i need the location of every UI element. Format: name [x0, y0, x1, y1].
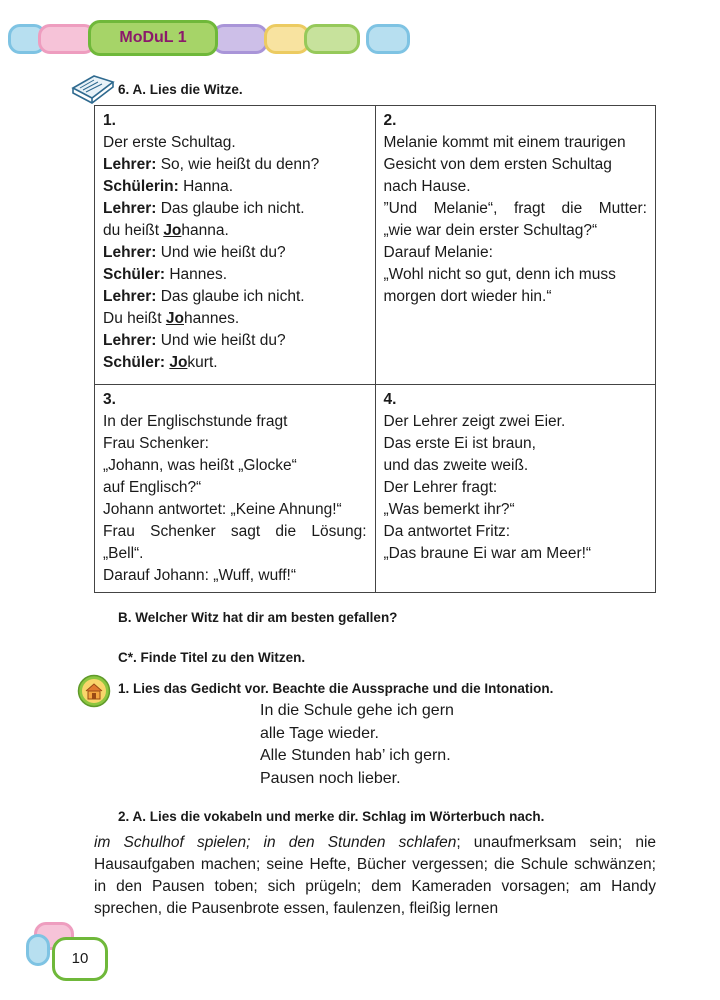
joke-3	[95, 385, 376, 593]
speaker-label: Schüler:	[103, 354, 166, 371]
joke-text: „Wohl nicht so gut, denn ich muss	[383, 266, 616, 283]
joke-text: Darauf Melanie:	[383, 244, 493, 261]
poem-line: alle Tage wieder.	[260, 724, 379, 742]
joke-line	[103, 521, 367, 543]
joke-line	[384, 154, 648, 176]
joke-number: 2.	[383, 112, 397, 129]
footer-blue-pill	[26, 934, 50, 966]
joke-line	[384, 499, 648, 521]
joke-line	[103, 455, 367, 477]
speaker-label: Lehrer:	[103, 332, 157, 349]
joke-text: du heißt	[103, 222, 164, 239]
joke-line	[103, 352, 367, 374]
joke-text: „wie war dein erster Schultag?“	[383, 222, 598, 239]
joke-2	[375, 106, 656, 385]
joke-line	[103, 242, 367, 264]
joke-text: In der Englischstunde fragt	[103, 413, 288, 430]
poem-line: Alle Stunden hab’ ich gern.	[260, 747, 451, 764]
joke-text: Das erste Ei ist braun,	[383, 435, 536, 452]
joke-text: Frau Schenker sagt die Lösung:	[103, 523, 367, 540]
joke-text: „Johann, was heißt „Glocke“	[103, 457, 297, 474]
joke-text: Der Lehrer fragt:	[383, 479, 498, 496]
joke-text: „Das braune Ei war am Meer!“	[383, 545, 592, 562]
header-tab-4	[212, 24, 268, 54]
joke-text: Und wie heißt du?	[156, 332, 286, 349]
joke-line	[384, 198, 648, 220]
underlined-syllable: Jo	[163, 222, 182, 239]
joke-line	[384, 455, 648, 477]
poem	[260, 700, 454, 790]
joke-text: So, wie heißt du denn?	[156, 156, 320, 173]
joke-line	[103, 330, 367, 352]
joke-line	[103, 477, 367, 499]
joke-text: ”Und Melanie“, fragt die Mutter:	[383, 200, 647, 217]
joke-line	[384, 477, 648, 499]
vocabulary-rest: ; unaufmerksam sein; nie Hausaufgaben machen; seine Hefte, Bücher vergessen; die Schule schwänzen; in den Pausen toben; sich prügeln; dem Kameraden vorsagen; am Handy sprechen, die Pausenbrote essen, faulenzen, fleißig lernen	[94, 834, 657, 917]
joke-text: Gesicht von dem ersten Schultag	[383, 156, 612, 173]
joke-1	[95, 106, 376, 385]
joke-4	[375, 385, 656, 593]
homework-2-title: 2. A. Lies die vokabeln und merke dir. Schlag im Wörterbuch nach.	[118, 809, 545, 824]
joke-line	[384, 286, 648, 308]
joke-line	[384, 543, 648, 565]
joke-text: auf Englisch?“	[103, 479, 202, 496]
joke-text: Darauf Johann: „Wuff, wuff!“	[103, 567, 296, 584]
header-tab-6	[304, 24, 360, 54]
joke-line	[384, 176, 648, 198]
speaker-label: Schüler:	[103, 266, 166, 283]
joke-text: nach Hause.	[383, 178, 471, 195]
header-tab-7	[366, 24, 410, 54]
joke-text: Frau Schenker:	[103, 435, 209, 452]
homework-1-title: 1. Lies das Gedicht vor. Beachte die Aussprache und die Intonation.	[118, 681, 554, 696]
joke-line	[384, 242, 648, 264]
joke-line	[103, 176, 367, 198]
joke-line	[384, 132, 648, 154]
joke-line	[103, 411, 367, 433]
joke-line	[384, 264, 648, 286]
joke-text: Hanna.	[178, 178, 234, 195]
module-label: MoDuL 1	[88, 20, 218, 56]
speaker-label: Lehrer:	[103, 288, 157, 305]
joke-line	[103, 132, 367, 154]
open-book-icon	[70, 74, 116, 106]
joke-text: Der Lehrer zeigt zwei Eier.	[383, 413, 566, 430]
poem-line: Pausen noch lieber.	[260, 769, 401, 787]
joke-line	[384, 433, 648, 455]
joke-text: „Was bemerkt ihr?“	[383, 501, 515, 518]
exercise-6-title: 6. A. Lies die Witze.	[118, 82, 243, 97]
joke-text: morgen dort wieder hin.“	[383, 288, 552, 305]
joke-number: 3.	[103, 391, 116, 408]
page-number: 10	[52, 937, 108, 981]
house-icon	[77, 674, 111, 708]
speaker-label: Lehrer:	[103, 156, 157, 173]
joke-text: hannes.	[183, 310, 240, 327]
joke-line	[384, 411, 648, 433]
speaker-label: Lehrer:	[103, 200, 157, 217]
task-c: C*. Finde Titel zu den Witzen.	[118, 650, 306, 665]
joke-line	[103, 286, 367, 308]
joke-line	[103, 220, 367, 242]
joke-line	[103, 154, 367, 176]
joke-text: Melanie kommt mit einem traurigen	[383, 134, 626, 151]
vocabulary-text	[94, 832, 656, 920]
joke-line	[384, 220, 648, 242]
joke-line	[103, 433, 367, 455]
joke-line	[103, 543, 367, 565]
jokes-table	[94, 105, 656, 593]
joke-number: 1.	[103, 112, 116, 129]
vocabulary-italic: im Schulhof spielen; in den Stunden schlafen	[94, 834, 457, 851]
joke-number: 4.	[383, 391, 397, 408]
joke-text: Hannes.	[165, 266, 228, 283]
joke-text: Das glaube ich nicht.	[156, 200, 305, 217]
joke-text: Und wie heißt du?	[156, 244, 286, 261]
joke-text: kurt.	[187, 354, 218, 371]
joke-line	[103, 565, 367, 587]
underlined-syllable: Jo	[169, 354, 188, 371]
speaker-label: Lehrer:	[103, 244, 157, 261]
joke-text: und das zweite weiß.	[383, 457, 529, 474]
joke-text: Der erste Schultag.	[103, 134, 236, 151]
joke-line	[384, 521, 648, 543]
joke-text: hanna.	[181, 222, 229, 239]
poem-line: In die Schule gehe ich gern	[260, 702, 454, 719]
joke-line	[103, 308, 367, 330]
underlined-syllable: Jo	[165, 310, 184, 327]
joke-text: Du heißt	[103, 310, 166, 327]
joke-line	[103, 198, 367, 220]
task-b: B. Welcher Witz hat dir am besten gefallen?	[118, 610, 398, 625]
joke-text: Das glaube ich nicht.	[156, 288, 305, 305]
joke-text: Johann antwortet: „Keine Ahnung!“	[103, 501, 342, 518]
joke-text: „Bell“.	[103, 545, 144, 562]
joke-text: Da antwortet Fritz:	[383, 523, 511, 540]
joke-line	[103, 264, 367, 286]
joke-line	[103, 499, 367, 521]
speaker-label: Schülerin:	[103, 178, 179, 195]
